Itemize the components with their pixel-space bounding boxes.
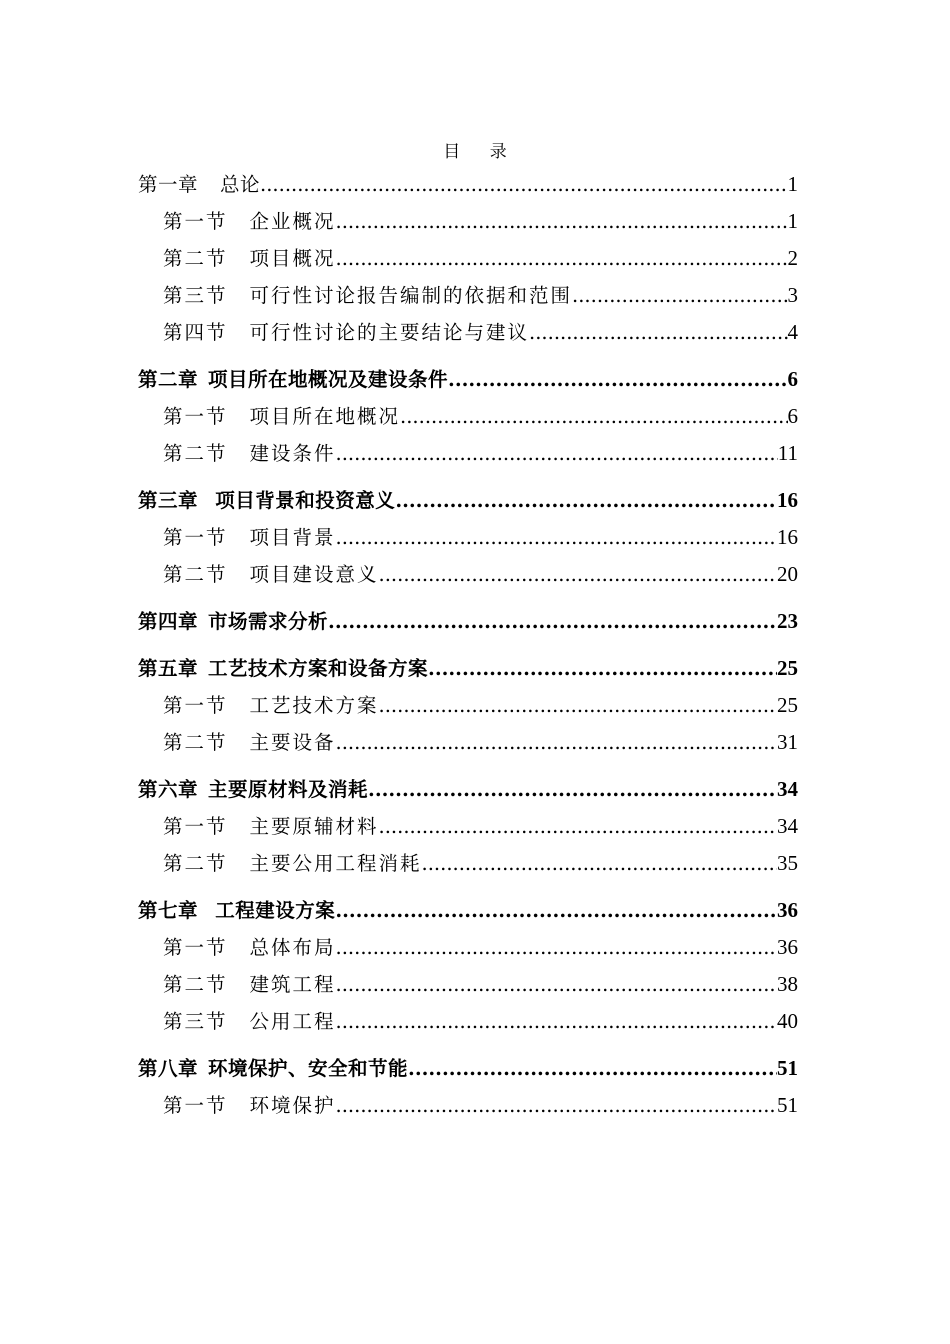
toc-page-number: 51: [777, 1093, 798, 1117]
toc-page-number: 4: [787, 320, 798, 344]
toc-dot-leader: [336, 724, 777, 761]
toc-entry-title: 建筑工程: [249, 973, 336, 996]
toc-entry-title: 项目所在地概况及建设条件: [208, 368, 449, 391]
toc-page-number: 6: [787, 404, 798, 428]
toc-section-entry[interactable]: [138, 398, 798, 435]
toc-entry-number: 第三节: [163, 1010, 228, 1033]
toc-dot-leader: [328, 603, 777, 640]
toc-section-entry[interactable]: [138, 845, 798, 882]
toc-dot-leader: [379, 687, 777, 724]
toc-page-number: 51: [777, 1056, 798, 1080]
toc-section-entry[interactable]: [138, 435, 798, 472]
toc-entry-number: 第三章: [138, 489, 199, 512]
toc-section-entry[interactable]: [138, 556, 798, 593]
toc-heading: 目 录: [443, 142, 519, 162]
toc-entry-title: 可行性讨论的主要结论与建议: [249, 321, 530, 344]
toc-entry-title: 主要原材料及消耗: [208, 778, 369, 801]
toc-entry-label: [163, 845, 422, 882]
toc-entry-label: [138, 892, 335, 929]
toc-entry-number: 第八章: [138, 1057, 199, 1080]
toc-section-entry[interactable]: [138, 724, 798, 761]
toc-dot-leader: [448, 361, 787, 398]
toc-entry-title: 工艺技术方案和设备方案: [208, 657, 429, 680]
toc-chapter-entry[interactable]: [138, 603, 798, 640]
toc-page-number: 36: [777, 935, 798, 959]
toc-entry-title: 企业概况: [249, 210, 336, 233]
toc-chapter-entry[interactable]: [138, 650, 798, 687]
toc-section-entry[interactable]: [138, 808, 798, 845]
toc-entry-label: [138, 482, 395, 519]
toc-entry-title: 项目背景和投资意义: [208, 489, 396, 512]
toc-section-entry[interactable]: [138, 929, 798, 966]
toc-entry-number: 第一节: [163, 936, 228, 959]
toc-entry-number: 第一节: [163, 405, 228, 428]
toc-chapter-entry[interactable]: [138, 892, 798, 929]
toc-entry-number: 第一节: [163, 694, 228, 717]
toc-dot-leader: [336, 1003, 777, 1040]
toc-dot-leader: [379, 556, 777, 593]
toc-entry-label: [163, 556, 379, 593]
toc-entry-title: 项目所在地概况: [249, 405, 401, 428]
toc-entry-number: 第二节: [163, 563, 228, 586]
toc-entry-label: [163, 966, 336, 1003]
toc-list: [138, 166, 798, 1124]
toc-page-number: 25: [777, 693, 798, 717]
toc-entry-label: [163, 435, 336, 472]
toc-entry-title: 环境保护、安全和节能: [208, 1057, 409, 1080]
toc-page-number: 31: [777, 730, 798, 754]
toc-dot-leader: [260, 166, 787, 203]
toc-entry-label: [163, 240, 336, 277]
toc-entry-title: 工程建设方案: [208, 899, 336, 922]
toc-entry-title: 项目背景: [249, 526, 336, 549]
toc-page-number: 23: [777, 609, 798, 633]
toc-entry-label: [163, 929, 336, 966]
toc-dot-leader: [529, 314, 787, 351]
toc-dot-leader: [336, 435, 778, 472]
toc-page-number: 34: [777, 814, 798, 838]
toc-entry-title: 项目建设意义: [249, 563, 379, 586]
toc-section-entry[interactable]: [138, 1087, 798, 1124]
toc-entry-number: 第一章: [138, 173, 199, 196]
toc-entry-label: [163, 1087, 336, 1124]
toc-section-entry[interactable]: [138, 1003, 798, 1040]
toc-page-number: 16: [777, 488, 798, 512]
toc-page-number: 35: [777, 851, 798, 875]
toc-entry-number: 第二节: [163, 973, 228, 996]
toc-page-number: 11: [777, 441, 798, 465]
toc-section-entry[interactable]: [138, 203, 798, 240]
toc-section-entry[interactable]: [138, 966, 798, 1003]
toc-dot-leader: [422, 845, 777, 882]
toc-chapter-entry[interactable]: [138, 166, 798, 203]
toc-dot-leader: [336, 1087, 777, 1124]
toc-entry-number: 第一节: [163, 815, 228, 838]
toc-dot-leader: [572, 277, 787, 314]
toc-entry-label: [163, 519, 336, 556]
toc-entry-label: [138, 361, 448, 398]
toc-entry-title: 主要设备: [249, 731, 336, 754]
toc-dot-leader: [335, 892, 777, 929]
toc-entry-number: 第二节: [163, 731, 228, 754]
toc-dot-leader: [336, 929, 777, 966]
toc-page-number: 1: [787, 209, 798, 233]
toc-entry-label: [163, 1003, 336, 1040]
toc-page-number: 40: [777, 1009, 798, 1033]
toc-entry-title: 环境保护: [249, 1094, 336, 1117]
toc-dot-leader: [395, 482, 777, 519]
toc-entry-title: 主要公用工程消耗: [249, 852, 422, 875]
toc-section-entry[interactable]: [138, 240, 798, 277]
toc-entry-number: 第一节: [163, 526, 228, 549]
toc-entry-number: 第五章: [138, 657, 199, 680]
toc-entry-number: 第三节: [163, 284, 228, 307]
toc-entry-label: [163, 724, 336, 761]
toc-chapter-entry[interactable]: [138, 361, 798, 398]
toc-entry-label: [163, 398, 400, 435]
toc-entry-title: 工艺技术方案: [249, 694, 379, 717]
toc-dot-leader: [400, 398, 787, 435]
toc-entry-title: 可行性讨论报告编制的依据和范围: [249, 284, 573, 307]
toc-entry-label: [163, 314, 529, 351]
toc-entry-title: 总体布局: [249, 936, 336, 959]
toc-entry-number: 第四章: [138, 610, 199, 633]
toc-entry-label: [138, 603, 328, 640]
toc-entry-label: [163, 687, 379, 724]
toc-page-number: 6: [787, 367, 798, 391]
toc-entry-number: 第六章: [138, 778, 199, 801]
toc-entry-label: [163, 808, 379, 845]
toc-page-number: 25: [777, 656, 798, 680]
toc-entry-number: 第二节: [163, 852, 228, 875]
toc-dot-leader: [336, 519, 777, 556]
toc-entry-number: 第二节: [163, 247, 228, 270]
toc-chapter-entry[interactable]: [138, 482, 798, 519]
toc-dot-leader: [336, 203, 788, 240]
toc-page-number: 3: [787, 283, 798, 307]
toc-entry-number: 第七章: [138, 899, 199, 922]
toc-entry-title: 市场需求分析: [208, 610, 329, 633]
toc-entry-label: [138, 771, 368, 808]
toc-dot-leader: [428, 650, 777, 687]
toc-page-number: 1: [787, 172, 798, 196]
toc-entry-number: 第四节: [163, 321, 228, 344]
toc-entry-number: 第二节: [163, 442, 228, 465]
toc-dot-leader: [336, 240, 788, 277]
toc-section-entry[interactable]: [138, 277, 798, 314]
toc-entry-label: [138, 1050, 408, 1087]
toc-page-number: 36: [777, 898, 798, 922]
toc-section-entry[interactable]: [138, 314, 798, 351]
toc-entry-title: 项目概况: [249, 247, 336, 270]
toc-dot-leader: [379, 808, 777, 845]
toc-page-number: 2: [787, 246, 798, 270]
toc-page-number: 38: [777, 972, 798, 996]
toc-entry-label: [163, 203, 336, 240]
toc-entry-title: 公用工程: [249, 1010, 336, 1033]
toc-chapter-entry[interactable]: [138, 771, 798, 808]
toc-entry-title: 主要原辅材料: [249, 815, 379, 838]
toc-entry-label: [138, 650, 428, 687]
toc-entry-label: [138, 166, 260, 203]
toc-entry-number: 第二章: [138, 368, 199, 391]
toc-chapter-entry[interactable]: [138, 1050, 798, 1087]
toc-dot-leader: [408, 1050, 777, 1087]
toc-section-entry[interactable]: [138, 687, 798, 724]
toc-page-number: 20: [777, 562, 798, 586]
toc-entry-title: 总论: [220, 173, 261, 196]
toc-page-number: 16: [777, 525, 798, 549]
toc-section-entry[interactable]: [138, 519, 798, 556]
toc-entry-title: 建设条件: [249, 442, 336, 465]
toc-entry-number: 第一节: [163, 210, 228, 233]
toc-entry-number: 第一节: [163, 1094, 228, 1117]
toc-page-number: 34: [777, 777, 798, 801]
toc-dot-leader: [336, 966, 777, 1003]
toc-entry-label: [163, 277, 572, 314]
toc-dot-leader: [368, 771, 777, 808]
